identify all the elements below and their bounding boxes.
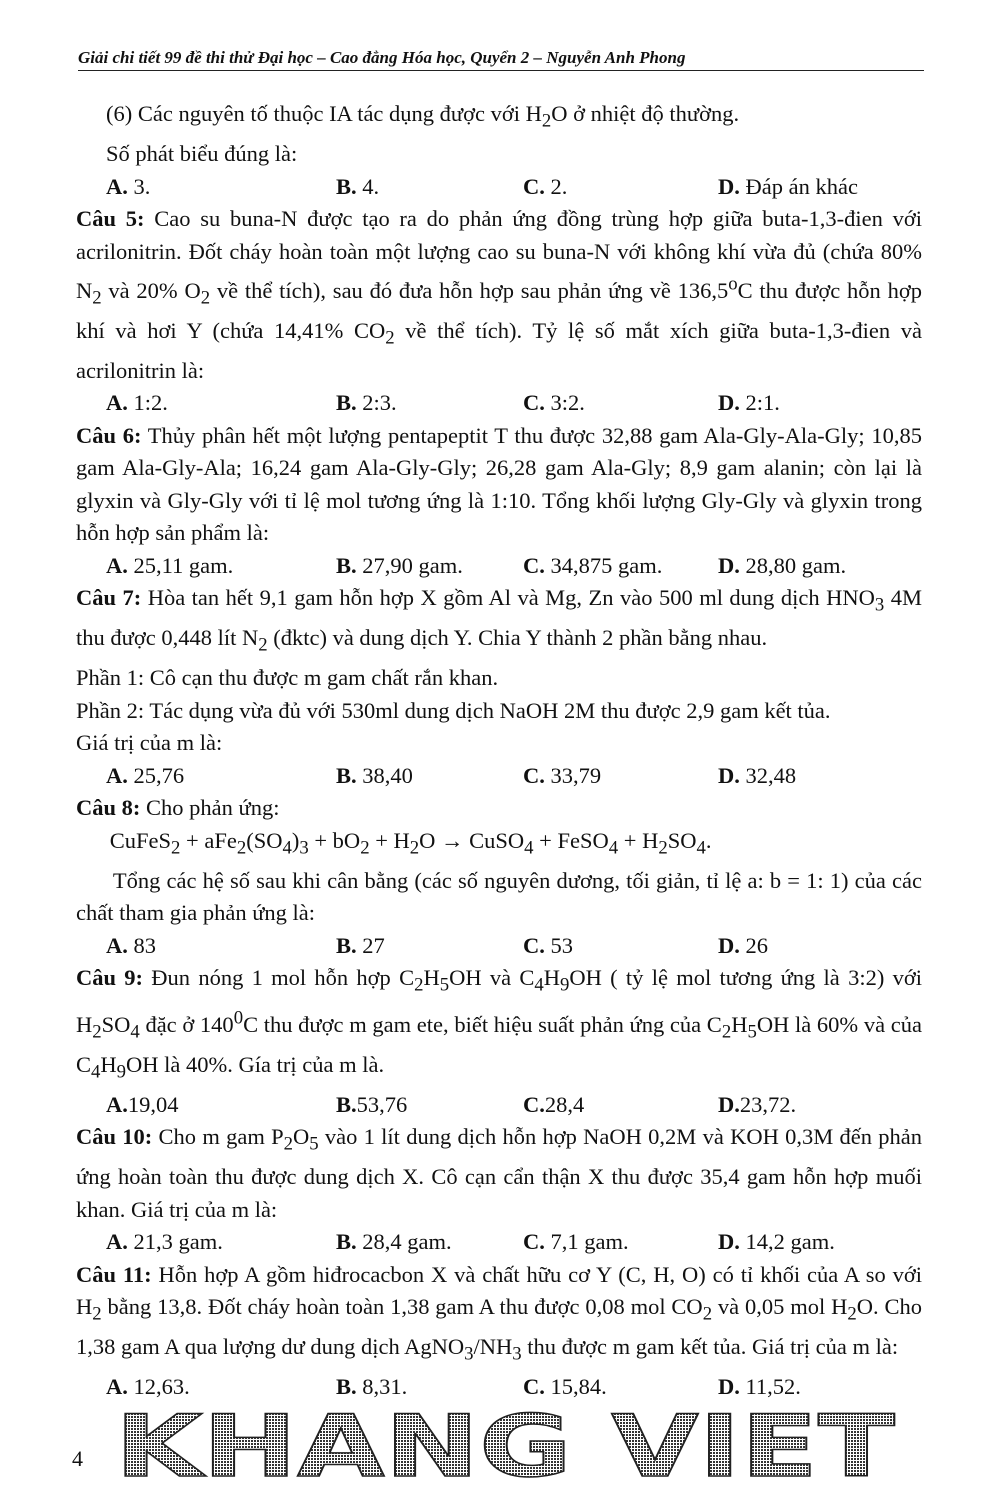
answer-option: [523, 1089, 584, 1122]
brand-wordmark: KHANG VIET: [115, 1410, 896, 1482]
option-text: 28,4 gam.: [356, 1229, 452, 1254]
option-text: 19,04: [127, 1091, 179, 1117]
answer-option: [718, 1089, 796, 1122]
question-label: Câu 6:: [76, 422, 142, 448]
answer-options: [76, 930, 922, 963]
option-letter: A.: [106, 762, 128, 788]
option-letter: A.: [106, 1374, 128, 1399]
question-text: [76, 420, 922, 550]
answer-option: [106, 171, 150, 204]
option-text: 4.: [356, 173, 380, 199]
option-text: 11,52.: [739, 1374, 801, 1399]
answer-option: [718, 930, 768, 963]
answer-option: [523, 1226, 629, 1259]
option-text: 28,80 gam.: [739, 552, 847, 578]
option-text: 25,11 gam.: [127, 552, 234, 578]
answer-option: [718, 550, 846, 583]
option-letter: A.: [106, 1091, 128, 1117]
question-label: Câu 11:: [76, 1261, 152, 1287]
option-letter: B.: [336, 932, 357, 958]
option-letter: D.: [718, 1091, 740, 1117]
answer-option: [106, 1089, 179, 1122]
option-text: 8,31.: [356, 1374, 408, 1399]
answer-option: [336, 1371, 407, 1404]
option-text: 27: [356, 932, 385, 958]
option-text: 53,76: [356, 1091, 408, 1117]
option-letter: B.: [336, 390, 357, 415]
question-body: Phần 2: Tác dụng vừa đủ với 530ml dung dịch NaOH 2M thu được 2,9 gam kết tủa.: [76, 697, 831, 723]
option-text: 53: [544, 932, 573, 958]
answer-option: [718, 1226, 835, 1259]
question-text: [76, 582, 922, 662]
text-line: [76, 662, 922, 695]
option-text: 23,72.: [739, 1091, 797, 1117]
answer-option: [336, 550, 463, 583]
question-text: [76, 1121, 922, 1226]
question-body: Phần 1: Cô cạn thu được m gam chất rắn khan.: [76, 665, 499, 690]
answer-option: [106, 930, 156, 963]
option-text: 27,90 gam.: [356, 552, 463, 578]
answer-options: [76, 1089, 922, 1122]
option-text: 32,48: [739, 762, 797, 788]
option-letter: C.: [523, 173, 545, 199]
option-text: 1:2.: [127, 390, 168, 415]
option-letter: B.: [336, 1374, 357, 1399]
question-body: CuFeS$_2$ + $aFe_2(SO_4)_3 + bO_2 + H_2O$ → CuSO$_4$ + FeSO$_4$ + $H_2SO_4$.: [76, 827, 712, 858]
answer-option: [336, 930, 385, 963]
answer-option: [106, 1371, 190, 1404]
option-text: 33,79: [544, 762, 602, 788]
answer-option: [523, 1371, 607, 1404]
answer-option: [718, 1371, 801, 1404]
option-text: 3.: [127, 173, 151, 199]
answer-option: [336, 1089, 407, 1122]
answer-option: [106, 550, 233, 583]
question-body: Cho m gam $P_2O_5$ vào 1 lít dung dịch hỗn hợp NaOH 0,2M và KOH 0,3M đến phản ứng hoàn toàn thu được dung dịch X. Cô cạn cẩn thận X thu được 35,4 gam hỗn hợp muối khan. Giá trị của m là:: [76, 1124, 922, 1222]
answer-option: [523, 930, 573, 963]
option-letter: A.: [106, 390, 128, 415]
option-letter: D.: [718, 1374, 740, 1399]
text-line: [76, 695, 922, 728]
answer-option: [336, 387, 397, 420]
option-letter: C.: [523, 932, 545, 958]
option-letter: C.: [523, 762, 545, 788]
answer-options: [76, 760, 922, 793]
question-body: Giá trị của m là:: [76, 730, 223, 755]
option-letter: C.: [523, 390, 545, 415]
answer-options: [76, 171, 922, 204]
question-text: [76, 203, 922, 387]
answer-option: [106, 1226, 223, 1259]
answer-option: [336, 760, 413, 793]
answer-options: [76, 1226, 922, 1259]
answer-option: [336, 171, 379, 204]
option-letter: D.: [718, 390, 740, 415]
option-text: 34,875 gam.: [544, 552, 663, 578]
question-text: [76, 962, 922, 1089]
option-letter: C.: [523, 1229, 545, 1254]
option-text: 15,84.: [544, 1374, 607, 1399]
option-letter: B.: [336, 1229, 357, 1254]
question-label: Câu 9:: [76, 965, 144, 990]
option-text: 83: [127, 932, 156, 958]
answer-option: [718, 171, 858, 204]
option-text: 14,2 gam.: [739, 1229, 835, 1254]
question-label: Câu 10:: [76, 1124, 153, 1149]
option-letter: D.: [718, 762, 740, 788]
option-letter: C.: [523, 1091, 545, 1117]
option-letter: A.: [106, 552, 128, 578]
answer-option: [106, 760, 184, 793]
answer-options: [76, 387, 922, 420]
question-body: (6) Các nguyên tố thuộc IA tác dụng được với $H_2O$ ở nhiệt độ thường.: [106, 101, 740, 132]
question-text: [76, 865, 922, 930]
option-text: 25,76: [127, 762, 185, 788]
answer-option: [523, 387, 585, 420]
answer-option: [523, 171, 567, 204]
answer-option: [718, 760, 796, 793]
question-body: Cao su buna-N được tạo ra do phản ứng đồng trùng hợp giữa buta-1,3-đien với acrilonitrin. Đốt cháy hoàn toàn một lượng cao su buna-N với không khí vừa đủ (chứa 80% $N_2$ và 20% $O_2$ về thể tích), sau đó đưa hỗn hợp sau phản ứng về 136,5$^o$C thu được hỗn hợp khí và hơi Y (chứa 14,41% $CO_2$ về thể tích). Tỷ lệ số mắt xích giữa buta-1,3-đien và acrilonitrin là:: [76, 206, 922, 383]
option-text: 7,1 gam.: [544, 1229, 629, 1254]
option-text: 21,3 gam.: [127, 1229, 223, 1254]
answer-options: [76, 1371, 922, 1404]
question-text: [76, 792, 922, 825]
page-number: 4: [72, 1446, 83, 1471]
answer-option: [523, 760, 601, 793]
option-letter: B.: [336, 1091, 357, 1117]
option-text: 12,63.: [127, 1374, 190, 1399]
answer-option: [106, 387, 168, 420]
answer-option: [718, 387, 780, 420]
option-letter: C.: [523, 552, 545, 578]
question-label: Câu 8:: [76, 795, 141, 820]
option-text: 2:1.: [739, 390, 780, 415]
question-body: Cho phản ứng:: [140, 795, 280, 820]
question-body: Tổng các hệ số sau khi cân bằng (các số nguyên dương, tối giản, tỉ lệ a: b = 1: 1) của các chất tham gia phản ứng là:: [76, 867, 922, 925]
question-body: Hỗn hợp A gồm hiđrocacbon X và chất hữu cơ Y (C, H, O) có tỉ khối của A so với $H_2$ bằng 13,8. Đốt cháy hoàn toàn 1,38 gam A thu được 0,08 mol $CO_2$ và 0,05 mol $H_2O$. Cho 1,38 gam A qua lượng dư dung dịch $AgNO_3/NH_3$ thu được m gam kết tủa. Giá trị của m là:: [76, 1261, 922, 1365]
answer-options: [76, 550, 922, 583]
option-text: Đáp án khác: [739, 173, 858, 199]
option-letter: A.: [106, 1229, 128, 1254]
text-line: [76, 98, 922, 138]
question-body: Số phát biểu đúng là:: [106, 141, 298, 166]
answer-option: [336, 1226, 452, 1259]
question-text: [76, 1259, 922, 1372]
option-text: 38,40: [356, 762, 413, 788]
option-letter: D.: [718, 552, 740, 578]
question-label: Câu 7:: [76, 585, 142, 610]
option-letter: B.: [336, 173, 357, 199]
answer-option: [523, 550, 662, 583]
question-body: Hòa tan hết 9,1 gam hỗn hợp X gồm Al và Mg, Zn vào 500 ml dung dịch $HNO_3$ 4M thu được 0,448 lít $N_2$ (đktc) và dung dịch Y. Chia Y thành 2 phần bằng nhau.: [76, 585, 922, 656]
question-body: Thủy phân hết một lượng pentapeptit T thu được 32,88 gam Ala-Gly-Ala-Gly; 10,85 gam Ala-Gly-Ala; 16,24 gam Ala-Gly-Gly; 26,28 gam Ala-Gly; 8,9 gam alanin; còn lại là glyxin và Gly-Gly với tỉ lệ mol tương ứng là 1:10. Tổng khối lượng Gly-Gly và glyxin trong hỗn hợp sản phẩm là:: [76, 422, 922, 545]
option-letter: D.: [718, 173, 740, 199]
option-letter: C.: [523, 1374, 545, 1399]
page-body: [76, 98, 922, 1404]
question-body: Đun nóng 1 mol hỗn hợp $C_2H_5OH$ và $C_4H_9OH$ ( tỷ lệ mol tương ứng là 3:2) với $H_2SO_4$ đặc ở $140^0C$ thu được m gam ete, biết hiệu suất phản ứng của $C_2H_5OH$ là 60% và của $C_4H_9OH$ là 40%. Gía trị của m là.: [76, 965, 922, 1082]
option-letter: A.: [106, 932, 128, 958]
text-line: [76, 825, 922, 865]
option-letter: D.: [718, 932, 740, 958]
option-letter: B.: [336, 762, 357, 788]
option-text: 3:2.: [544, 390, 585, 415]
option-text: 2.: [544, 173, 568, 199]
question-label: Câu 5:: [76, 206, 145, 231]
option-letter: D.: [718, 1229, 740, 1254]
text-line: [76, 727, 922, 760]
text-line: [76, 138, 922, 171]
option-text: 26: [739, 932, 768, 958]
running-header: Giải chi tiết 99 đề thi thử Đại học – Cao đẳng Hóa học, Quyển 2 – Nguyễn Anh Phong: [78, 48, 924, 71]
option-letter: B.: [336, 552, 357, 578]
option-letter: A.: [106, 173, 128, 199]
publisher-logo: [110, 1410, 900, 1482]
option-text: 2:3.: [356, 390, 397, 415]
option-text: 28,4: [544, 1091, 585, 1117]
